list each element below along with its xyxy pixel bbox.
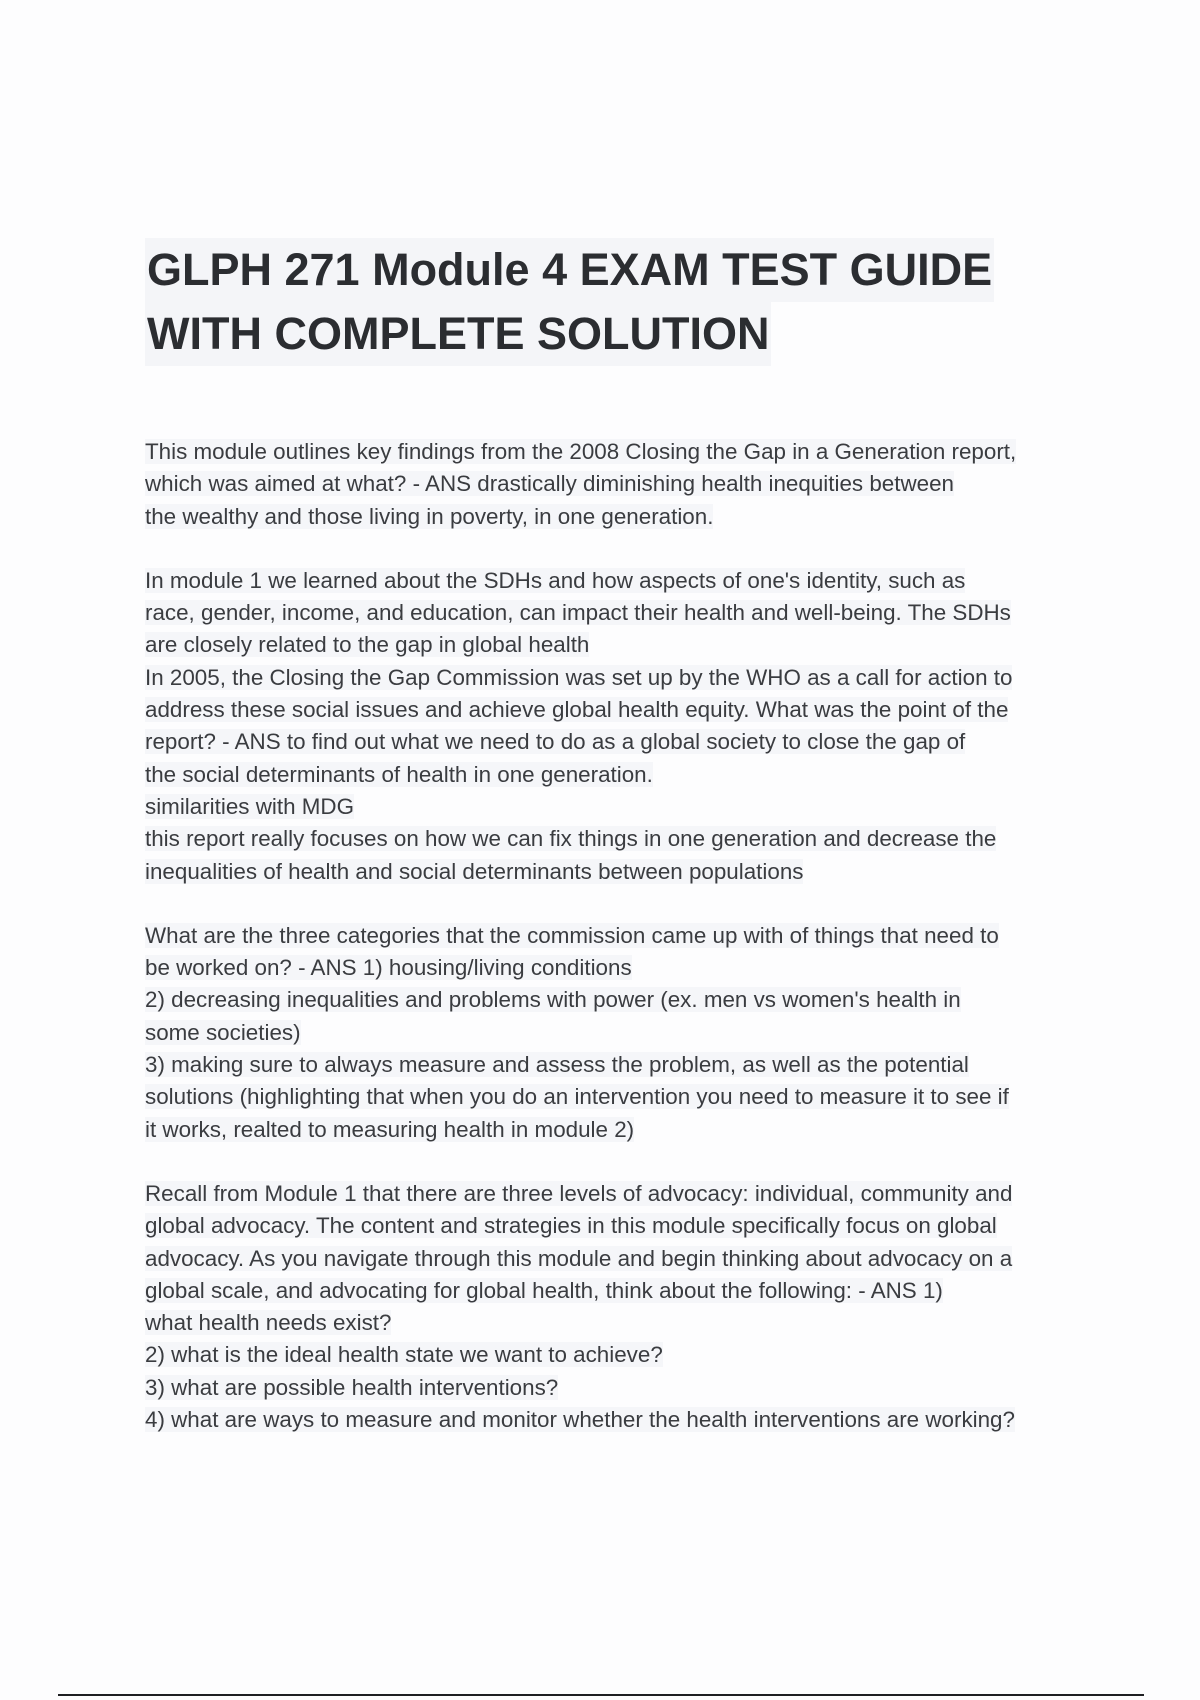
text-line — [145, 1017, 1090, 1049]
document-body — [145, 436, 1090, 1436]
text-line-content: In 2005, the Closing the Gap Commission was set up by the WHO as a call for action to — [145, 664, 1013, 690]
qa-block-three-categories — [145, 920, 1090, 1146]
text-line-content: it works, realted to measuring health in module 2) — [145, 1116, 635, 1142]
text-line-content: are closely related to the gap in global health — [145, 632, 590, 658]
text-line-content: 2) decreasing inequalities and problems with power (ex. men vs women's health in — [145, 987, 961, 1013]
qa-block-commission-report — [145, 565, 1090, 888]
text-line — [145, 1081, 1090, 1113]
text-line — [145, 1372, 1090, 1404]
text-line-content: Recall from Module 1 that there are three levels of advocacy: individual, community and — [145, 1180, 1013, 1206]
footer-divider — [58, 1694, 1144, 1696]
text-line-content: be worked on? - ANS 1) housing/living conditions — [145, 955, 632, 981]
text-line-content: which was aimed at what? - ANS drastically diminishing health inequities between — [145, 471, 954, 497]
text-line — [145, 1243, 1090, 1275]
text-line-content: some societies) — [145, 1019, 301, 1045]
text-line — [145, 920, 1090, 952]
text-line — [145, 791, 1090, 823]
title-line-2: WITH COMPLETE SOLUTION — [145, 302, 771, 366]
text-line-content: the social determinants of health in one generation. — [145, 761, 653, 787]
text-line — [145, 597, 1090, 629]
text-line-content: race, gender, income, and education, can impact their health and well-being. The SDHs — [145, 600, 1011, 626]
text-line — [145, 726, 1090, 758]
qa-block-advocacy-levels — [145, 1178, 1090, 1436]
text-line — [145, 694, 1090, 726]
text-line-content: global scale, and advocating for global health, think about the following: - ANS 1) — [145, 1277, 943, 1303]
text-line-content: what health needs exist? — [145, 1310, 392, 1336]
text-line — [145, 629, 1090, 661]
text-line-content: What are the three categories that the commission came up with of things that need to — [145, 922, 999, 948]
text-line-content: similarities with MDG — [145, 793, 354, 819]
text-line-content: the wealthy and those living in poverty, in one generation. — [145, 503, 714, 529]
text-line — [145, 468, 1090, 500]
text-line — [145, 436, 1090, 468]
text-line — [145, 1339, 1090, 1371]
document-title — [145, 238, 1075, 366]
text-line-content: 3) what are possible health interventions? — [145, 1374, 559, 1400]
text-line-content: 3) making sure to always measure and assess the problem, as well as the potential — [145, 1052, 969, 1078]
text-line — [145, 1114, 1090, 1146]
text-line-content: 2) what is the ideal health state we want to achieve? — [145, 1342, 663, 1368]
text-line-content: report? - ANS to find out what we need to do as a global society to close the gap of — [145, 729, 966, 755]
text-line — [145, 952, 1090, 984]
text-line-content: solutions (highlighting that when you do an intervention you need to measure it to see if — [145, 1084, 1009, 1110]
text-line-content: 4) what are ways to measure and monitor whether the health interventions are working? — [145, 1407, 1015, 1433]
text-line — [145, 823, 1090, 855]
text-line — [145, 1404, 1090, 1436]
text-line — [145, 856, 1090, 888]
text-line-content: global advocacy. The content and strategies in this module specifically focus on global — [145, 1213, 997, 1239]
text-line-content: advocacy. As you navigate through this module and begin thinking about advocacy on a — [145, 1245, 1013, 1271]
text-line — [145, 759, 1090, 791]
paragraph-gap — [145, 888, 1090, 920]
paragraph-gap — [145, 533, 1090, 565]
text-line — [145, 501, 1090, 533]
text-line-content: this report really focuses on how we can fix things in one generation and decrease the — [145, 826, 997, 852]
text-line-content: This module outlines key findings from the 2008 Closing the Gap in a Generation report, — [145, 439, 1017, 464]
paragraph-gap — [145, 1146, 1090, 1178]
text-line — [145, 1210, 1090, 1242]
text-line-content: In module 1 we learned about the SDHs and how aspects of one's identity, such as — [145, 567, 966, 593]
text-line-content: inequalities of health and social determinants between populations — [145, 858, 804, 884]
text-line — [145, 662, 1090, 694]
text-line — [145, 565, 1090, 597]
text-line — [145, 1049, 1090, 1081]
text-line — [145, 984, 1090, 1016]
title-line-1: GLPH 271 Module 4 EXAM TEST GUIDE — [145, 238, 994, 302]
text-line — [145, 1178, 1090, 1210]
text-line-content: address these social issues and achieve global health equity. What was the point of the — [145, 697, 1009, 723]
qa-block-closing-the-gap — [145, 436, 1090, 533]
text-line — [145, 1275, 1090, 1307]
text-line — [145, 1307, 1090, 1339]
